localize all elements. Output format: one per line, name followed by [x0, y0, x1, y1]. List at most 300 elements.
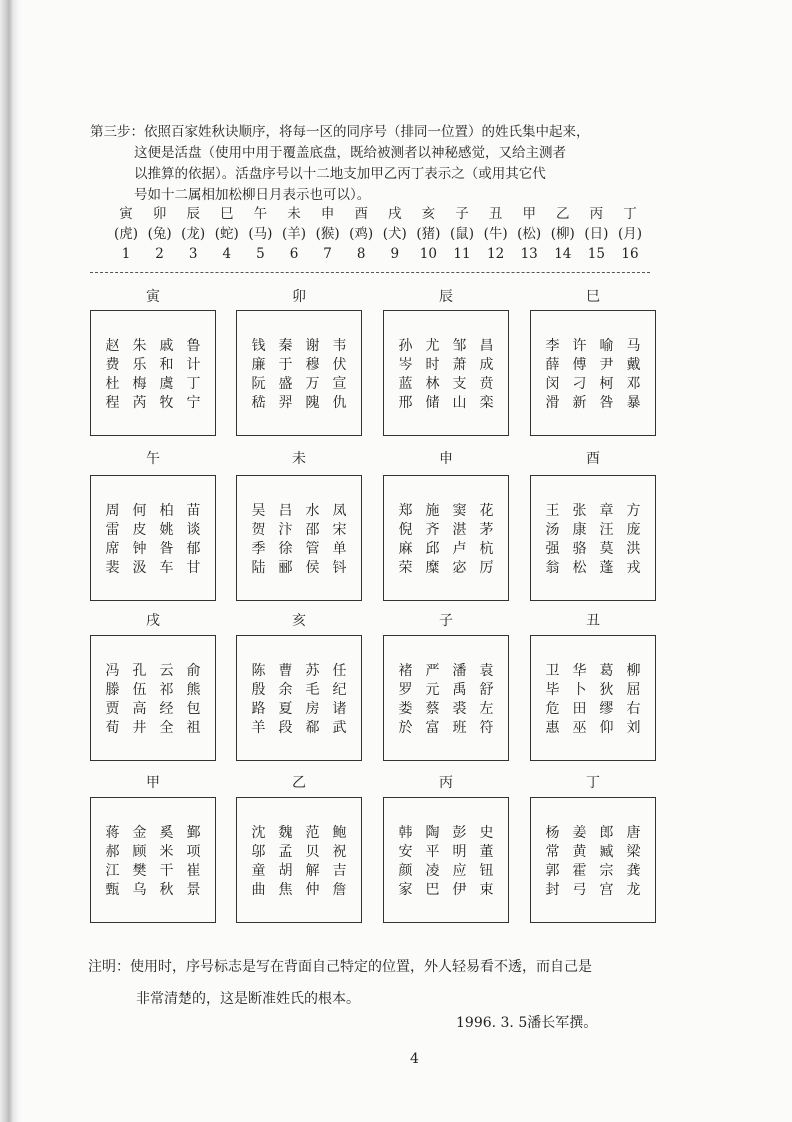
surname-box [383, 475, 509, 601]
surname-char: 邵 [305, 522, 320, 538]
surname-box [530, 797, 656, 923]
surname-char: 崔 [186, 863, 201, 879]
surname-char: 於 [398, 720, 413, 736]
zodiac-branch: 戌 [388, 206, 402, 222]
zodiac-branch: 寅 [119, 206, 133, 222]
surname-row [531, 662, 655, 681]
surname-char: 詹 [332, 882, 347, 898]
surname-row [531, 719, 655, 738]
author-signature: 1996. 3. 5潘长军撰。 [456, 1015, 598, 1031]
surname-char: 湛 [452, 522, 467, 538]
surname-row [384, 824, 508, 843]
zodiac-branch: 辰 [186, 206, 200, 222]
surname-box [236, 310, 362, 436]
surname-char: 康 [572, 522, 587, 538]
surname-char: 元 [425, 682, 440, 698]
zodiac-num: 3 [188, 246, 198, 262]
surname-char: 梁 [626, 844, 641, 860]
surname-char: 云 [159, 663, 174, 679]
zodiac-animal: (柳) [550, 226, 575, 242]
surname-row [531, 375, 655, 394]
surname-char: 沈 [251, 825, 266, 841]
surname-row [384, 375, 508, 394]
surname-row [91, 540, 215, 559]
surname-char: 庞 [626, 522, 641, 538]
surname-row [237, 337, 361, 356]
surname-box [530, 635, 656, 761]
surname-char: 应 [452, 863, 467, 879]
surname-row [384, 356, 508, 375]
surname-char: 谢 [305, 338, 320, 354]
zodiac-animal: (兔) [147, 226, 172, 242]
zodiac-branch: 乙 [556, 206, 570, 222]
surname-char: 嵇 [251, 395, 266, 411]
surname-row [91, 337, 215, 356]
zodiac-column [614, 204, 646, 264]
surname-char: 唐 [626, 825, 641, 841]
box-label: 甲 [146, 775, 160, 791]
surname-char: 荣 [398, 560, 413, 576]
surname-char: 林 [425, 376, 440, 392]
surname-char: 芮 [132, 395, 147, 411]
surname-char: 仰 [599, 720, 614, 736]
surname-char: 狄 [599, 682, 614, 698]
surname-row [91, 700, 215, 719]
zodiac-column [513, 204, 545, 264]
zodiac-animal: (鸡) [349, 226, 374, 242]
surname-char: 诸 [332, 701, 347, 717]
zodiac-animal: (蛇) [214, 226, 239, 242]
surname-char: 支 [452, 376, 467, 392]
surname-char: 卫 [545, 663, 560, 679]
box-label: 丑 [586, 613, 600, 629]
surname-char: 乌 [132, 882, 147, 898]
surname-char: 邬 [251, 844, 266, 860]
zodiac-animal: (犬) [382, 226, 407, 242]
zodiac-num: 13 [520, 246, 538, 262]
surname-char: 甘 [186, 560, 201, 576]
box-label: 亥 [292, 613, 306, 629]
surname-box [236, 475, 362, 601]
surname-row [531, 356, 655, 375]
zodiac-animal: (龙) [181, 226, 206, 242]
surname-char: 舒 [479, 682, 494, 698]
zodiac-num: 6 [289, 246, 299, 262]
surname-char: 郗 [305, 720, 320, 736]
zodiac-num: 12 [487, 246, 505, 262]
box-label: 未 [292, 451, 306, 467]
surname-char: 花 [479, 503, 494, 519]
surname-char: 和 [159, 357, 174, 373]
surname-char: 邹 [452, 338, 467, 354]
surname-char: 任 [332, 663, 347, 679]
surname-char: 宁 [186, 395, 201, 411]
surname-char: 伏 [332, 357, 347, 373]
note-line-1: 注明：使用时，序号标志是写在背面自己特定的位置，外人轻易看不透，而自己是 [88, 959, 592, 975]
surname-row [91, 375, 215, 394]
surname-char: 顾 [132, 844, 147, 860]
surname-row [91, 559, 215, 578]
surname-char: 翁 [545, 560, 560, 576]
surname-char: 平 [425, 844, 440, 860]
surname-char: 万 [305, 376, 320, 392]
zodiac-branch: 丁 [623, 206, 637, 222]
surname-char: 盛 [278, 376, 293, 392]
zodiac-column [446, 204, 478, 264]
surname-char: 高 [132, 701, 147, 717]
surname-row [237, 521, 361, 540]
zodiac-num: 16 [621, 246, 639, 262]
surname-char: 时 [425, 357, 440, 373]
surname-row [384, 700, 508, 719]
zodiac-branch: 申 [320, 206, 335, 222]
surname-char: 童 [251, 863, 266, 879]
surname-char: 解 [305, 863, 320, 879]
surname-char: 潘 [452, 663, 467, 679]
surname-char: 贾 [105, 701, 120, 717]
surname-row [91, 824, 215, 843]
box-label: 乙 [292, 775, 306, 791]
surname-char: 蒋 [105, 825, 120, 841]
surname-char: 喻 [599, 338, 614, 354]
zodiac-column [211, 204, 243, 264]
surname-char: 徐 [278, 541, 293, 557]
surname-char: 尹 [599, 357, 614, 373]
surname-char: 郑 [398, 503, 413, 519]
surname-char: 缪 [599, 701, 614, 717]
surname-char: 尤 [425, 338, 440, 354]
surname-row [237, 559, 361, 578]
surname-char: 焦 [278, 882, 293, 898]
surname-char: 宗 [599, 863, 614, 879]
surname-char: 龙 [626, 882, 641, 898]
surname-char: 新 [572, 395, 587, 411]
surname-char: 巫 [572, 720, 587, 736]
surname-char: 傅 [572, 357, 587, 373]
surname-char: 丁 [186, 376, 201, 392]
surname-char: 殷 [251, 682, 266, 698]
surname-row [91, 843, 215, 862]
surname-char: 左 [479, 701, 494, 717]
surname-char: 巴 [425, 882, 440, 898]
surname-char: 钭 [332, 560, 347, 576]
surname-char: 贲 [479, 376, 494, 392]
surname-char: 秋 [159, 882, 174, 898]
surname-char: 束 [479, 882, 494, 898]
surname-char: 曹 [278, 663, 293, 679]
surname-row [237, 662, 361, 681]
surname-box [530, 475, 656, 601]
surname-char: 车 [159, 560, 174, 576]
surname-char: 俞 [186, 663, 201, 679]
surname-row [384, 337, 508, 356]
surname-char: 范 [305, 825, 320, 841]
zodiac-animal: (马) [248, 226, 273, 242]
zodiac-num: 9 [390, 246, 400, 262]
surname-char: 樊 [132, 863, 147, 879]
surname-char: 裴 [105, 560, 120, 576]
surname-row [237, 394, 361, 413]
surname-char: 莫 [599, 541, 614, 557]
surname-char: 景 [186, 882, 201, 898]
zodiac-column [110, 204, 142, 264]
surname-char: 鲍 [332, 825, 347, 841]
surname-char: 纪 [332, 682, 347, 698]
zodiac-animal: (羊) [281, 226, 307, 242]
surname-char: 危 [545, 701, 560, 717]
surname-char: 谈 [186, 522, 201, 538]
surname-char: 程 [105, 395, 120, 411]
surname-char: 卢 [452, 541, 467, 557]
surname-char: 江 [105, 863, 120, 879]
zodiac-column [412, 204, 444, 264]
dashed-divider [90, 272, 650, 273]
surname-char: 明 [452, 844, 467, 860]
surname-char: 吕 [278, 503, 293, 519]
surname-char: 祝 [332, 844, 347, 860]
box-label: 巳 [586, 289, 600, 305]
box-label: 丙 [439, 775, 453, 791]
surname-char: 蓝 [398, 376, 413, 392]
surname-char: 廉 [251, 357, 266, 373]
surname-char: 黄 [572, 844, 587, 860]
surname-row [531, 681, 655, 700]
surname-char: 季 [251, 541, 266, 557]
surname-row [237, 824, 361, 843]
surname-row [531, 843, 655, 862]
surname-char: 李 [545, 338, 560, 354]
zodiac-branch: 巳 [220, 206, 234, 222]
surname-char: 杭 [479, 541, 494, 557]
surname-char: 强 [545, 541, 560, 557]
surname-char: 王 [545, 503, 560, 519]
surname-char: 于 [278, 357, 293, 373]
box-label: 卯 [292, 289, 306, 305]
surname-char: 宣 [332, 376, 347, 392]
surname-char: 萧 [452, 357, 467, 373]
surname-row [384, 662, 508, 681]
surname-char: 赵 [105, 338, 120, 354]
surname-char: 霍 [572, 863, 587, 879]
surname-row [237, 375, 361, 394]
surname-char: 凤 [332, 503, 347, 519]
surname-char: 武 [332, 720, 347, 736]
surname-char: 经 [159, 701, 174, 717]
surname-row [237, 502, 361, 521]
surname-row [237, 881, 361, 900]
surname-row [531, 700, 655, 719]
surname-char: 张 [572, 503, 587, 519]
surname-char: 伍 [132, 682, 147, 698]
surname-row [384, 521, 508, 540]
surname-char: 方 [626, 503, 641, 519]
surname-char: 鄞 [186, 825, 201, 841]
surname-char: 屈 [626, 682, 641, 698]
surname-char: 倪 [398, 522, 413, 538]
surname-char: 羊 [251, 720, 266, 736]
zodiac-column [244, 204, 276, 264]
surname-row [91, 881, 215, 900]
surname-char: 臧 [599, 844, 614, 860]
surname-char: 柯 [599, 376, 614, 392]
zodiac-column [345, 204, 377, 264]
surname-char: 魏 [278, 825, 293, 841]
surname-char: 宓 [452, 560, 467, 576]
zodiac-branch: 子 [455, 206, 469, 222]
surname-char: 松 [572, 560, 587, 576]
zodiac-branch: 未 [287, 206, 301, 222]
surname-char: 乐 [132, 357, 147, 373]
zodiac-animal: (虎) [113, 226, 139, 242]
zodiac-branch: 甲 [522, 206, 536, 222]
surname-char: 牧 [159, 395, 174, 411]
surname-char: 姜 [572, 825, 587, 841]
surname-char: 许 [572, 338, 587, 354]
surname-char: 罗 [398, 682, 413, 698]
surname-char: 邱 [425, 541, 440, 557]
surname-char: 凌 [425, 863, 440, 879]
zodiac-num: 7 [323, 246, 332, 262]
surname-char: 弓 [572, 882, 587, 898]
surname-char: 熊 [186, 682, 201, 698]
surname-char: 荀 [105, 720, 120, 736]
surname-char: 郁 [186, 541, 201, 557]
paragraph-line: 号如十二属相加松柳日月表示也可以）。 [134, 187, 371, 203]
surname-char: 暴 [626, 395, 641, 411]
surname-char: 房 [305, 701, 320, 717]
surname-char: 郝 [105, 844, 120, 860]
surname-char: 穆 [305, 357, 320, 373]
zodiac-num: 14 [554, 246, 572, 262]
surname-char: 窦 [452, 503, 467, 519]
surname-char: 彭 [452, 825, 467, 841]
surname-char: 咎 [599, 395, 614, 411]
surname-row [384, 559, 508, 578]
surname-char: 汲 [132, 560, 147, 576]
surname-char: 何 [132, 503, 147, 519]
surname-row [91, 681, 215, 700]
surname-char: 储 [425, 395, 440, 411]
surname-char: 贝 [305, 844, 320, 860]
surname-char: 米 [159, 844, 174, 860]
zodiac-column [278, 204, 310, 264]
surname-box [383, 310, 509, 436]
surname-char: 华 [572, 663, 587, 679]
surname-char: 齐 [425, 522, 440, 538]
surname-char: 管 [305, 541, 320, 557]
zodiac-num: 2 [155, 246, 164, 262]
surname-char: 符 [479, 720, 494, 736]
zodiac-branch: 卯 [152, 206, 167, 222]
surname-char: 邢 [398, 395, 413, 411]
surname-char: 茅 [479, 522, 494, 538]
surname-char: 钮 [479, 863, 494, 879]
step-three-paragraph [90, 122, 680, 206]
surname-char: 干 [159, 863, 174, 879]
surname-char: 包 [186, 701, 201, 717]
surname-char: 秦 [278, 338, 293, 354]
surname-char: 糜 [425, 560, 440, 576]
zodiac-branch: 酉 [354, 206, 368, 222]
surname-char: 邓 [626, 376, 641, 392]
surname-char: 郭 [545, 863, 560, 879]
surname-char: 郎 [599, 825, 614, 841]
surname-char: 安 [398, 844, 413, 860]
surname-row [384, 719, 508, 738]
book-binding-edge [0, 0, 22, 1122]
surname-char: 仇 [332, 395, 347, 411]
surname-char: 仲 [305, 882, 320, 898]
surname-char: 蓬 [599, 560, 614, 576]
surname-row [384, 881, 508, 900]
surname-char: 周 [105, 503, 120, 519]
surname-char: 戎 [626, 560, 641, 576]
surname-char: 奚 [159, 825, 174, 841]
surname-char: 韦 [332, 338, 347, 354]
surname-char: 岑 [398, 357, 413, 373]
zodiac-column [312, 204, 344, 264]
surname-box [90, 797, 216, 923]
surname-char: 班 [452, 720, 467, 736]
zodiac-column [379, 204, 411, 264]
surname-row [237, 540, 361, 559]
surname-char: 席 [105, 541, 120, 557]
surname-char: 全 [159, 720, 174, 736]
surname-char: 曲 [251, 882, 266, 898]
surname-char: 右 [626, 701, 641, 717]
surname-char: 水 [305, 503, 320, 519]
surname-char: 阮 [251, 376, 266, 392]
surname-char: 施 [425, 503, 440, 519]
surname-char: 常 [545, 844, 560, 860]
surname-char: 吴 [251, 503, 266, 519]
surname-char: 惠 [545, 720, 560, 736]
surname-char: 昌 [479, 338, 494, 354]
surname-char: 钱 [251, 338, 266, 354]
surname-row [531, 502, 655, 521]
surname-row [91, 394, 215, 413]
surname-box [530, 310, 656, 436]
surname-char: 滑 [545, 395, 560, 411]
surname-char: 袁 [479, 663, 494, 679]
zodiac-animal: (鼠) [449, 226, 475, 242]
surname-char: 章 [599, 503, 614, 519]
surname-char: 葛 [599, 663, 614, 679]
surname-row [237, 843, 361, 862]
zodiac-column [547, 204, 579, 264]
surname-char: 钟 [132, 541, 147, 557]
surname-char: 甄 [105, 882, 120, 898]
surname-char: 冯 [105, 663, 120, 679]
surname-char: 家 [398, 882, 413, 898]
surname-char: 骆 [572, 541, 587, 557]
surname-char: 姚 [159, 522, 174, 538]
surname-char: 祁 [159, 682, 174, 698]
surname-char: 史 [479, 825, 494, 841]
surname-char: 山 [452, 395, 467, 411]
zodiac-num: 4 [222, 246, 232, 262]
surname-char: 刁 [572, 376, 587, 392]
surname-char: 麻 [398, 541, 413, 557]
surname-char: 褚 [398, 663, 413, 679]
zodiac-animal: (日) [584, 226, 609, 242]
surname-char: 祖 [186, 720, 201, 736]
surname-char: 成 [479, 357, 494, 373]
surname-char: 韩 [398, 825, 413, 841]
paragraph-line: 以推算的依据）。活盘序号以十二地支加甲乙丙丁表示之（或用其它代 [134, 166, 546, 182]
surname-row [531, 862, 655, 881]
surname-row [237, 700, 361, 719]
